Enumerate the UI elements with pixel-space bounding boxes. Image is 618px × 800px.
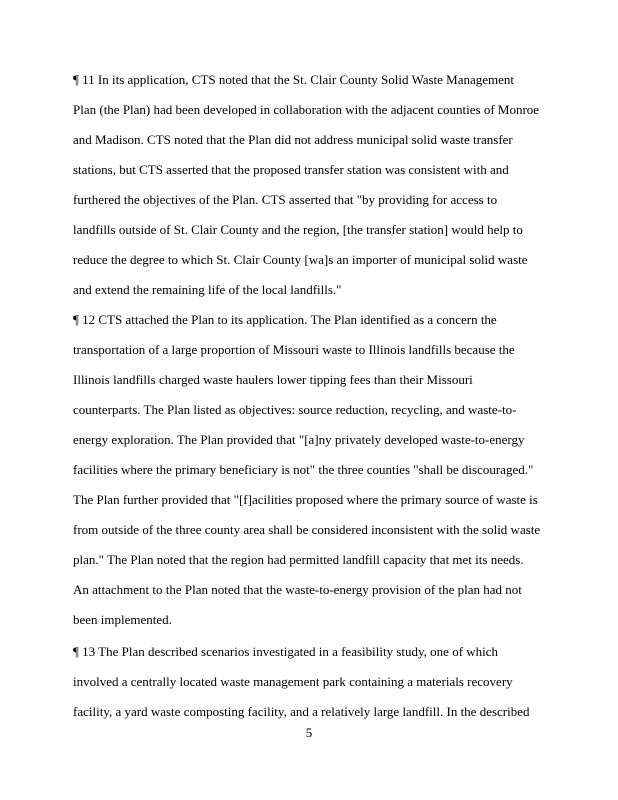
text-line: stations, but CTS asserted that the proposed transfer station was consistent with and — [73, 162, 509, 177]
text-line: ¶ 12 CTS attached the Plan to its application. The Plan identified as a concern the — [73, 312, 497, 327]
text-line: transportation of a large proportion of Missouri waste to Illinois landfills because the — [73, 342, 515, 357]
text-line: energy exploration. The Plan provided that "[a]ny privately developed waste-to-energy — [73, 432, 525, 447]
text-line: Illinois landfills charged waste haulers lower tipping fees than their Missouri — [73, 372, 473, 387]
text-line: ¶ 13 The Plan described scenarios investigated in a feasibility study, one of which — [73, 644, 499, 659]
text-line: The Plan further provided that "[f]acilities proposed where the primary source of waste is — [73, 492, 538, 507]
text-line: facilities where the primary beneficiary is not" the three counties "shall be discouraged." — [73, 462, 534, 477]
text-line: ¶ 11 In its application, CTS noted that the St. Clair County Solid Waste Management — [73, 72, 515, 87]
text-line: and extend the remaining life of the local landfills." — [73, 282, 342, 297]
text-line: plan." The Plan noted that the region had permitted landfill capacity that met its needs. — [73, 552, 524, 567]
text-line: counterparts. The Plan listed as objectives: source reduction, recycling, and waste-to- — [73, 402, 517, 417]
text-line: reduce the degree to which St. Clair County [wa]s an importer of municipal solid waste — [73, 252, 528, 267]
text-line: Plan (the Plan) had been developed in collaboration with the adjacent counties of Monroe — [73, 102, 540, 117]
text-line: from outside of the three county area shall be considered inconsistent with the solid waste — [73, 522, 541, 537]
page-number: 5 — [305, 725, 313, 740]
text-line: landfills outside of St. Clair County and the region, [the transfer station] would help to — [73, 222, 523, 237]
text-line: facility, a yard waste composting facility, and a relatively large landfill. In the described — [73, 704, 530, 719]
text-line: been implemented. — [73, 612, 172, 627]
text-line: furthered the objectives of the Plan. CTS asserted that "by providing for access to — [73, 192, 498, 207]
text-line: involved a centrally located waste management park containing a materials recovery — [73, 674, 513, 689]
text-line: An attachment to the Plan noted that the waste-to-energy provision of the plan had not — [73, 582, 522, 597]
text-line: and Madison. CTS noted that the Plan did not address municipal solid waste transfer — [73, 132, 513, 147]
